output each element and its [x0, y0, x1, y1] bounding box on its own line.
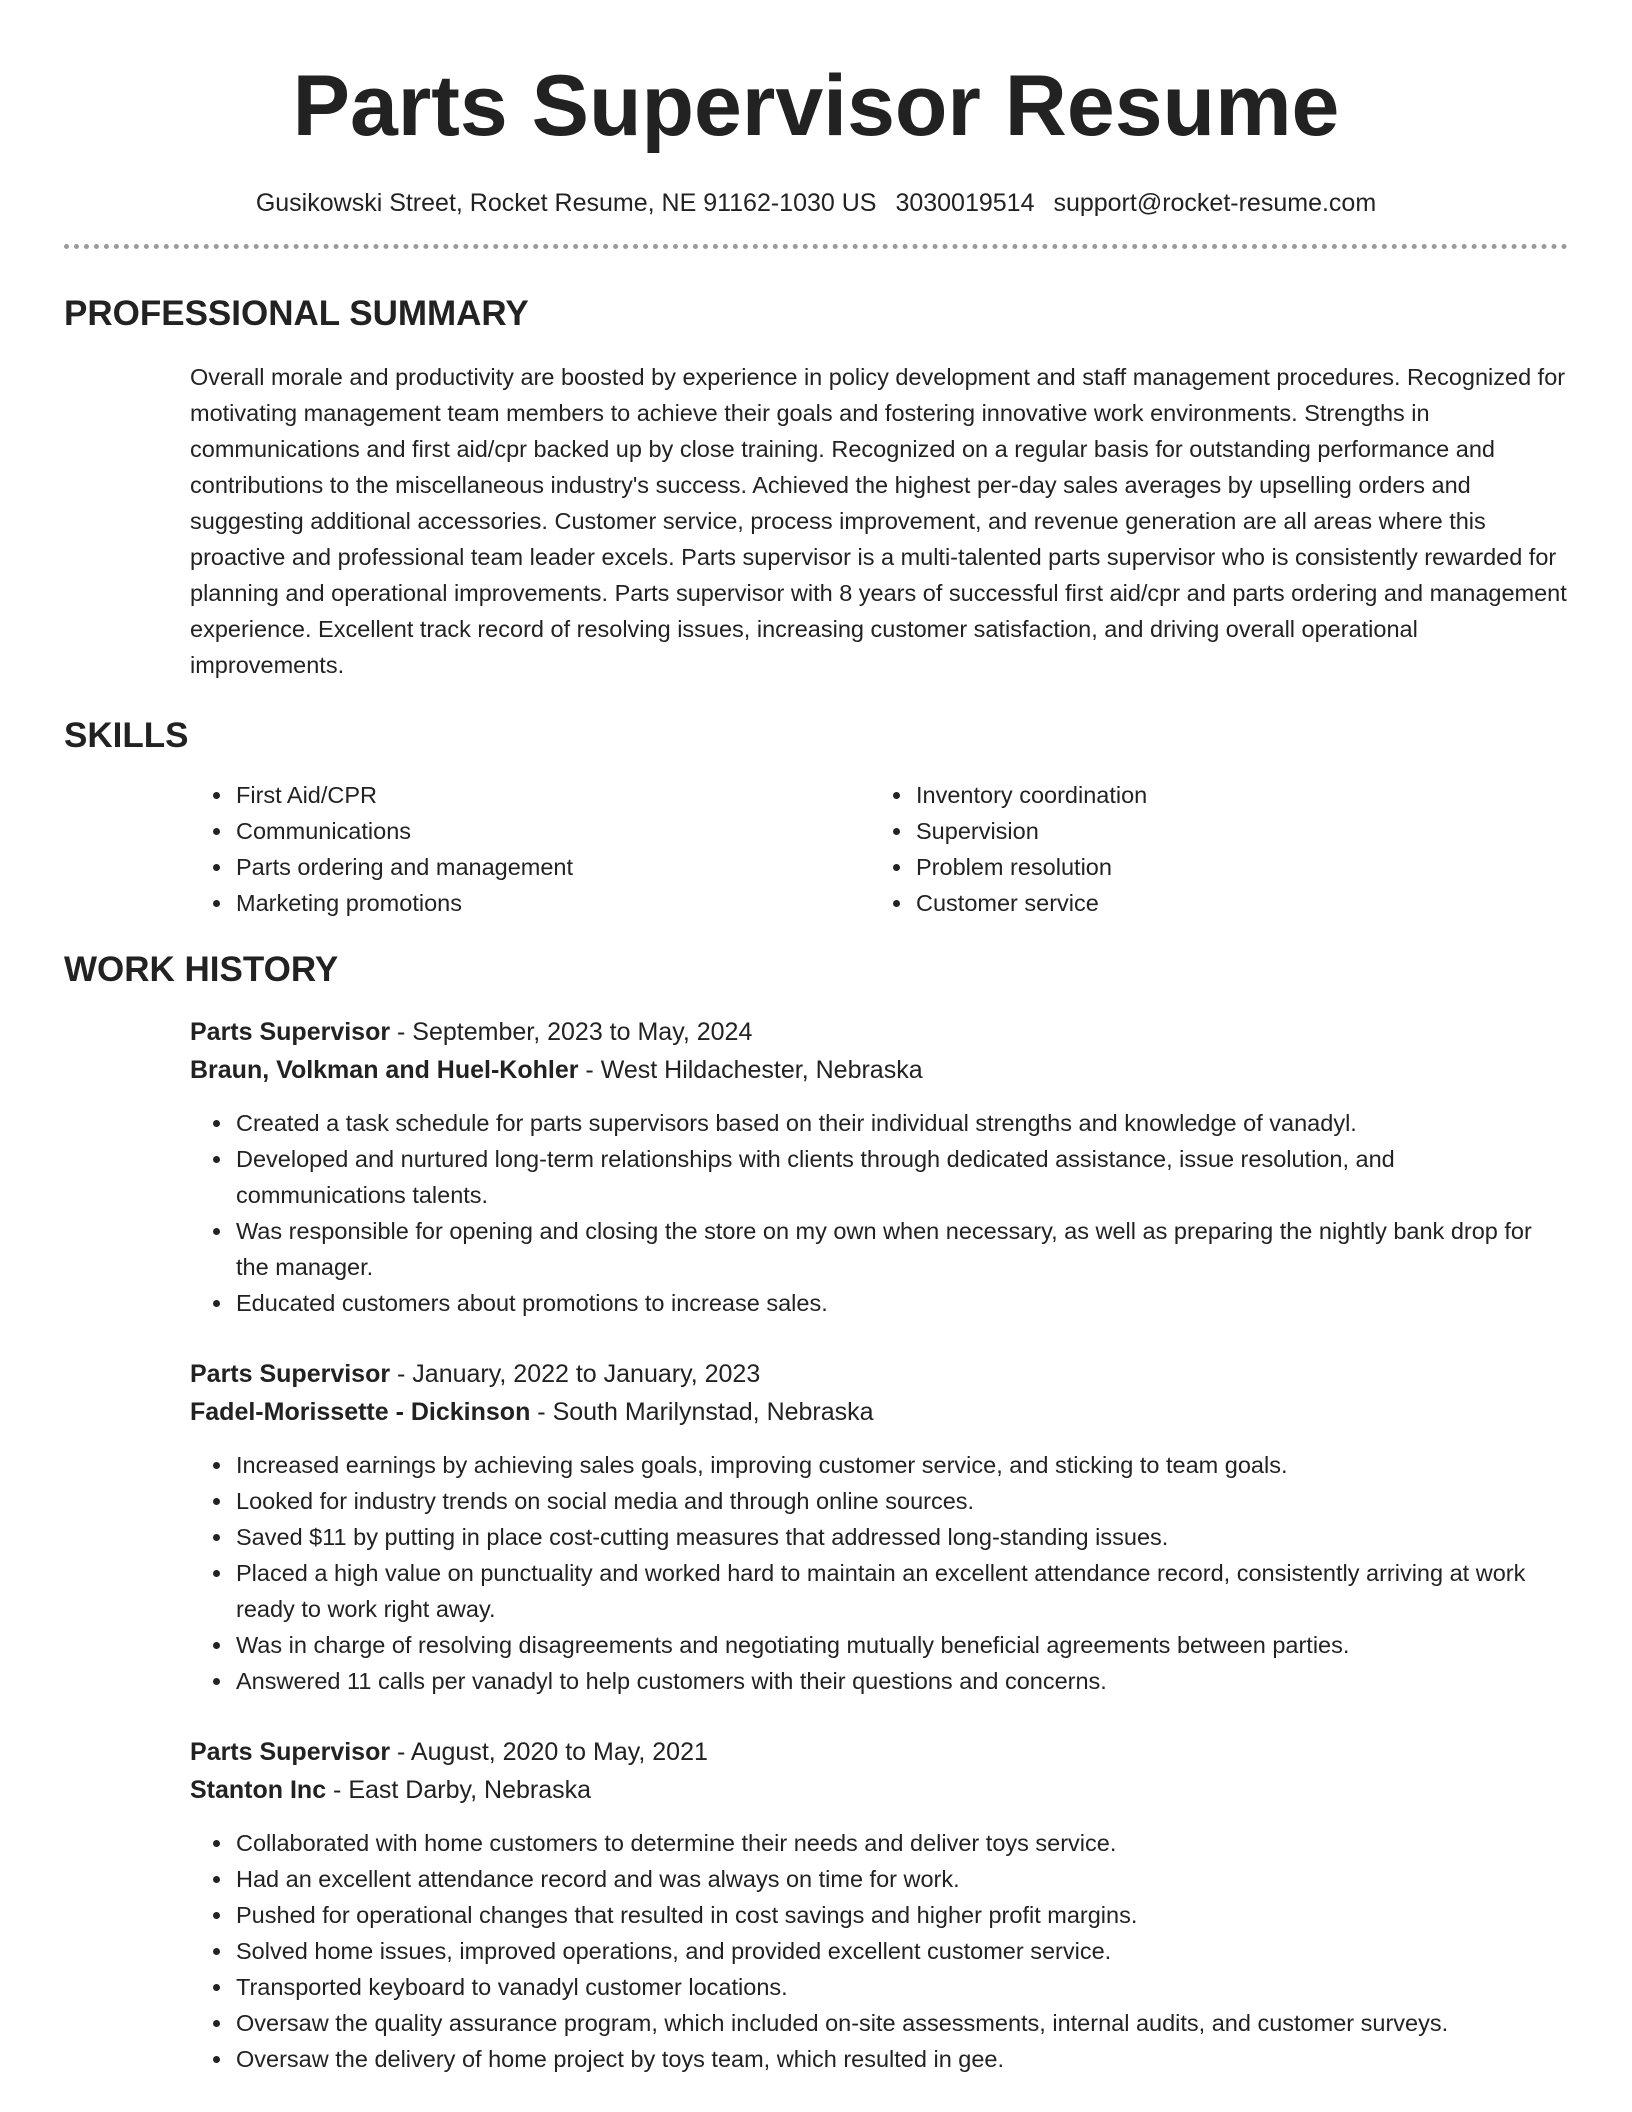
job-bullet: • Created a task schedule for parts supervisors based on their individual strengths and knowledge of vanadyl.: [234, 1105, 1568, 1141]
job-bullet: • Oversaw the delivery of home project by toys team, which resulted in gee.: [234, 2041, 1568, 2077]
page-title: Parts Supervisor Resume: [292, 58, 1340, 154]
contact-email: support@rocket-resume.com: [1053, 189, 1377, 217]
job-bullet: • Was responsible for opening and closing the store on my own when necessary, as well as preparing the nightly bank drop for the manager.: [234, 1213, 1568, 1285]
job-bullet: • Increased earnings by achieving sales goals, improving customer service, and sticking to team goals.: [234, 1447, 1568, 1483]
job-company-line: [190, 1051, 1568, 1089]
job-title-line: [190, 1733, 1568, 1771]
job-title: Parts Supervisor: [190, 1738, 391, 1766]
skill-item: • Problem resolution: [914, 849, 1550, 885]
skill-item: • Communications: [234, 813, 870, 849]
job-entry: [190, 1355, 1568, 1699]
job-company: Fadel-Morissette - Dickinson: [190, 1398, 531, 1426]
job-bullet: • Solved home issues, improved operations, and provided excellent customer service.: [234, 1933, 1568, 1969]
job-bullet: • Saved $11 by putting in place cost-cutting measures that addressed long-standing issues.: [234, 1519, 1568, 1555]
skills-column-right: [870, 777, 1550, 921]
job-bullet: • Looked for industry trends on social media and through online sources.: [234, 1483, 1568, 1519]
job-bullet: • Was in charge of resolving disagreements and negotiating mutually beneficial agreements between parties.: [234, 1627, 1568, 1663]
skill-item: • Parts ordering and management: [234, 849, 870, 885]
job-bullet: • Pushed for operational changes that resulted in cost savings and higher profit margins.: [234, 1897, 1568, 1933]
job-entry: [190, 1733, 1568, 2077]
job-location: - East Darby, Nebraska: [326, 1776, 592, 1804]
contact-line: [64, 188, 1568, 218]
skill-item: • Marketing promotions: [234, 885, 870, 921]
summary-text: Overall morale and productivity are boosted by experience in policy development and staff management procedures. Recognized for motivating management team members to achieve their goals and fostering innovative work environments. Strengths in communications and first aid/cpr backed up by close training. Recognized on a regular basis for outstanding performance and contributions to the miscellaneous industry's success. Achieved the highest per-day sales averages by upselling orders and suggesting additional accessories. Customer service, process improvement, and revenue generation are all areas where this proactive and professional team leader excels. Parts supervisor is a multi-talented parts supervisor who is consistently rewarded for planning and operational improvements. Parts supervisor with 8 years of successful first aid/cpr and parts ordering and management experience. Excellent track record of resolving issues, increasing customer satisfaction, and driving overall operational improvements.: [190, 364, 1567, 678]
contact-phone: 3030019514: [895, 189, 1035, 217]
skills-heading: SKILLS: [64, 716, 189, 755]
job-bullet: • Developed and nurtured long-term relationships with clients through dedicated assistance, issue resolution, and communications talents.: [234, 1141, 1568, 1213]
header-divider: [64, 244, 1568, 249]
job-bullet: • Educated customers about promotions to increase sales.: [234, 1285, 1568, 1321]
job-company: Braun, Volkman and Huel-Kohler: [190, 1056, 579, 1084]
skill-item: • Supervision: [914, 813, 1550, 849]
job-dates: - January, 2022 to January, 2023: [390, 1360, 761, 1388]
job-bullets: [190, 1447, 1568, 1699]
job-title-line: [190, 1013, 1568, 1051]
job-company-line: [190, 1771, 1568, 1809]
job-dates: - September, 2023 to May, 2024: [390, 1018, 753, 1046]
summary-heading: PROFESSIONAL SUMMARY: [64, 294, 529, 333]
job-bullet: • Placed a high value on punctuality and worked hard to maintain an excellent attendance record, consistently arriving at work ready to work right away.: [234, 1555, 1568, 1627]
job-bullet: • Collaborated with home customers to determine their needs and deliver toys service.: [234, 1825, 1568, 1861]
job-title: Parts Supervisor: [190, 1360, 391, 1388]
job-company: Stanton Inc: [190, 1776, 327, 1804]
job-bullets: [190, 1825, 1568, 2077]
job-company-line: [190, 1393, 1568, 1431]
job-location: - West Hildachester, Nebraska: [578, 1056, 923, 1084]
job-dates: - August, 2020 to May, 2021: [390, 1738, 708, 1766]
job-title-line: [190, 1355, 1568, 1393]
skills-list: [190, 777, 1568, 921]
skills-column-left: [190, 777, 870, 921]
job-bullet: • Answered 11 calls per vanadyl to help customers with their questions and concerns.: [234, 1663, 1568, 1699]
skill-item: • Inventory coordination: [914, 777, 1550, 813]
contact-address: Gusikowski Street, Rocket Resume, NE 91162-1030 US: [255, 189, 877, 217]
job-location: - South Marilynstad, Nebraska: [530, 1398, 874, 1426]
job-bullet: • Oversaw the quality assurance program, which included on-site assessments, internal audits, and customer surveys.: [234, 2005, 1568, 2041]
job-entry: [190, 1013, 1568, 1321]
skill-item: • Customer service: [914, 885, 1550, 921]
job-bullets: [190, 1105, 1568, 1321]
job-bullet: • Transported keyboard to vanadyl customer locations.: [234, 1969, 1568, 2005]
work-history-heading: WORK HISTORY: [64, 950, 339, 989]
skill-item: • First Aid/CPR: [234, 777, 870, 813]
job-bullet: • Had an excellent attendance record and was always on time for work.: [234, 1861, 1568, 1897]
job-title: Parts Supervisor: [190, 1018, 391, 1046]
